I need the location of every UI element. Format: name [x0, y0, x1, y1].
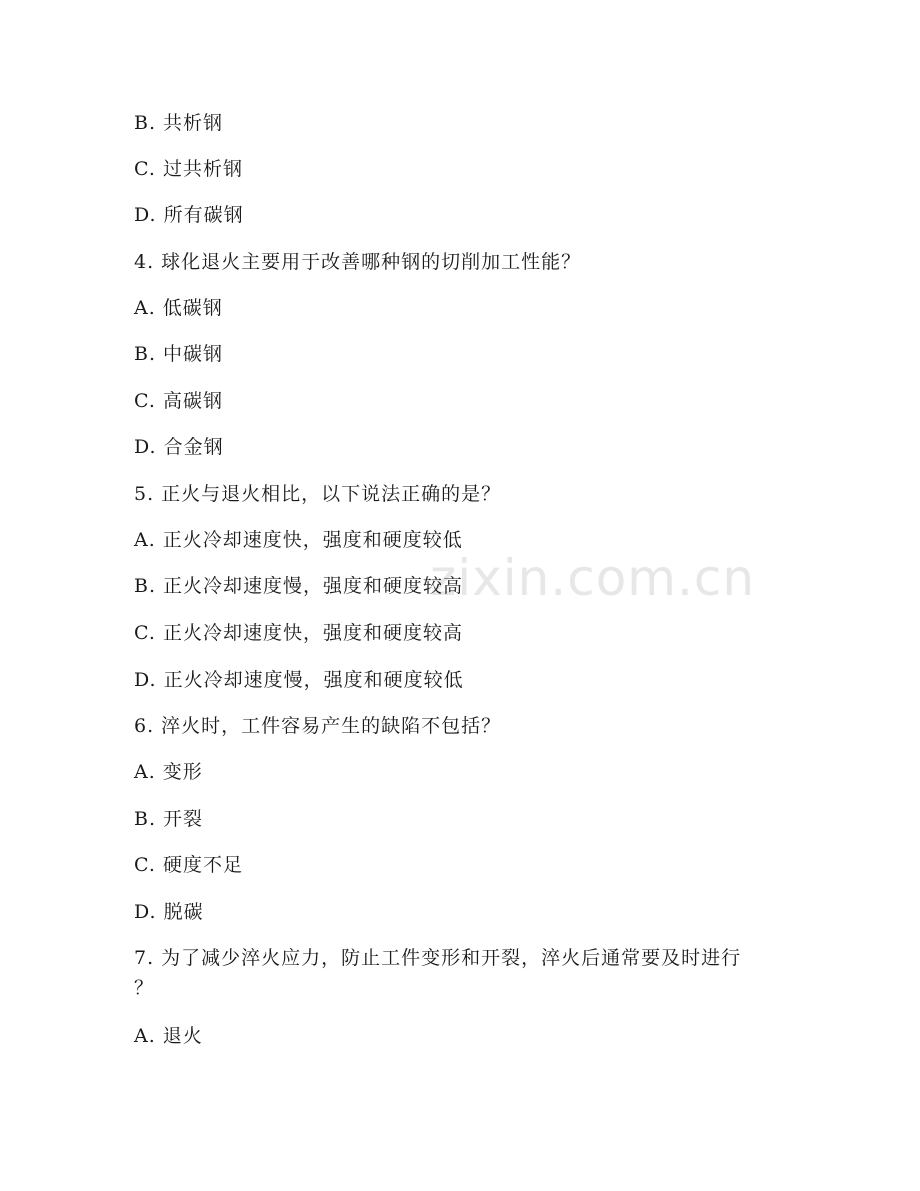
- q5-option-a: A. 正火冷却速度快，强度和硬度较低: [134, 529, 463, 551]
- question-5: 5. 正火与退火相比，以下说法正确的是？: [134, 483, 502, 505]
- option-b-eutectoid-steel: B. 共析钢: [134, 112, 224, 134]
- option-c-hypereutectoid-steel: C. 过共析钢: [134, 158, 243, 180]
- q4-option-a: A. 低碳钢: [134, 297, 223, 319]
- question-6: 6. 淬火时，工件容易产生的缺陷不包括？: [134, 715, 502, 737]
- q6-option-c: C. 硬度不足: [134, 854, 243, 876]
- q6-option-d: D. 脱碳: [134, 901, 204, 923]
- watermark: zixin.com.cn: [430, 549, 756, 607]
- q7-option-a: A. 退火: [134, 1025, 203, 1047]
- q6-option-a: A. 变形: [134, 761, 203, 783]
- q4-option-c: C. 高碳钢: [134, 390, 223, 412]
- q5-option-b: B. 正火冷却速度慢，强度和硬度较高: [134, 575, 464, 597]
- question-7-continuation: ？: [134, 977, 155, 999]
- question-7: 7. 为了减少淬火应力，防止工件变形和开裂，淬火后通常要及时进行: [134, 947, 742, 969]
- q5-option-d: D. 正火冷却速度慢，强度和硬度较低: [134, 669, 464, 691]
- q4-option-d: D. 合金钢: [134, 436, 224, 458]
- q6-option-b: B. 开裂: [134, 808, 204, 830]
- question-4: 4. 球化退火主要用于改善哪种钢的切削加工性能？: [134, 251, 582, 273]
- q4-option-b: B. 中碳钢: [134, 343, 224, 365]
- option-d-all-carbon-steel: D. 所有碳钢: [134, 204, 244, 226]
- q5-option-c: C. 正火冷却速度快，强度和硬度较高: [134, 622, 463, 644]
